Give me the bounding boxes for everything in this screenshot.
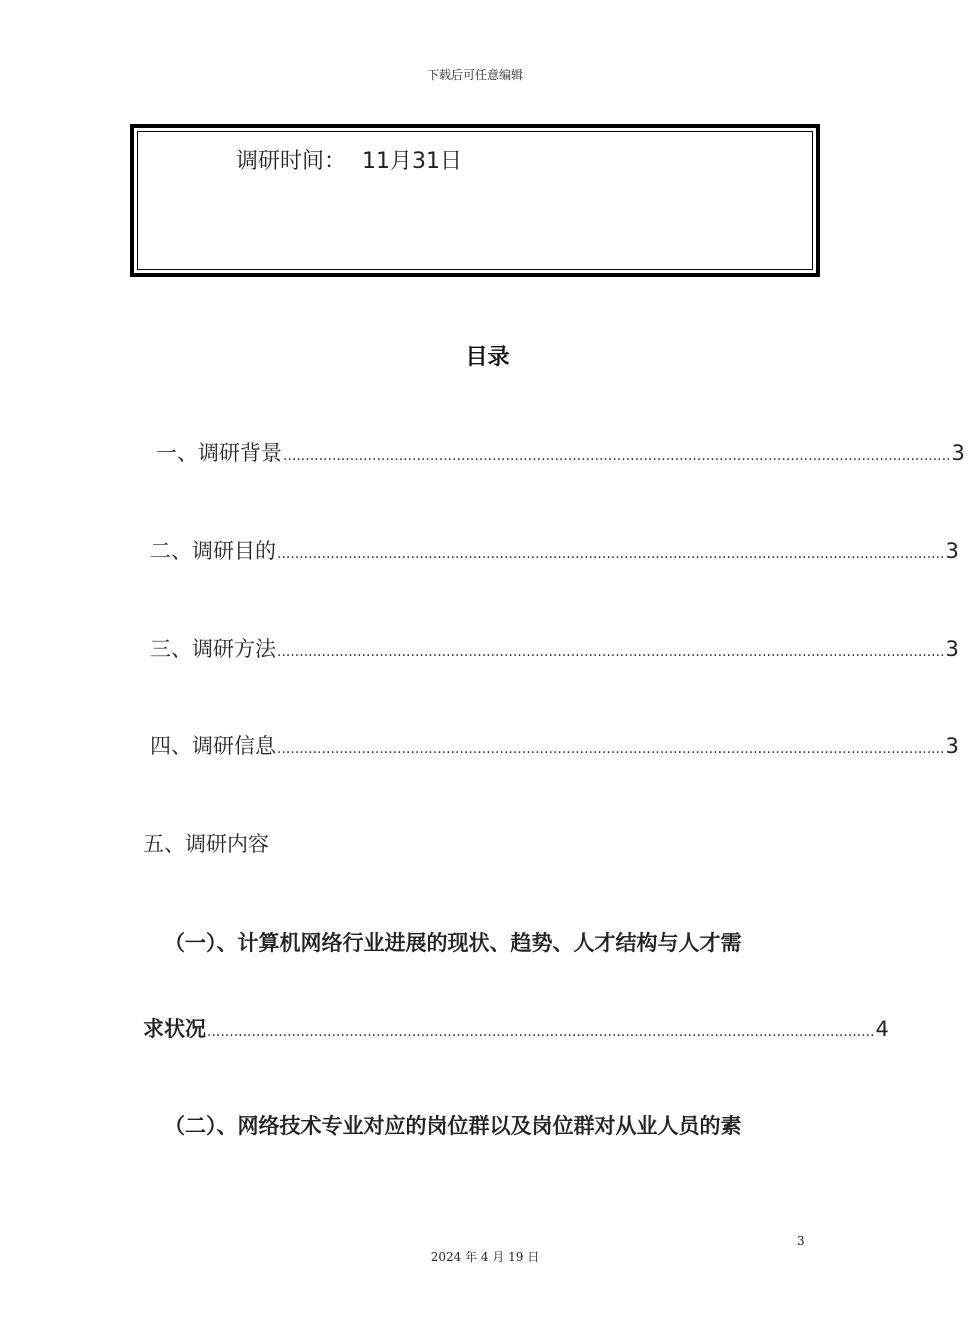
info-box xyxy=(130,124,820,277)
header-note: 下载后可任意编辑 xyxy=(426,68,523,82)
toc-item-page: 3 xyxy=(945,539,959,563)
toc-leader-dots: ...................................................................................................................................................... xyxy=(207,1024,875,1040)
toc-item-industry-status-continued[interactable] xyxy=(143,1013,889,1043)
toc-item-background[interactable] xyxy=(156,437,965,467)
toc-item-label: 求状况 xyxy=(143,1017,206,1041)
toc-item-page: 3 xyxy=(951,441,965,465)
toc-item-page: 3 xyxy=(945,734,959,758)
toc-item-label: 一、调研背景 xyxy=(156,441,282,465)
survey-time-label: 调研时间： xyxy=(236,149,347,174)
toc-item-label: 三、调研方法 xyxy=(150,637,276,661)
survey-time-value: 11月31日 xyxy=(362,149,463,174)
toc-item-purpose[interactable] xyxy=(150,535,959,565)
toc-item-content[interactable]: 五、调研内容 xyxy=(143,832,269,856)
footer-date: 2024 年 4 月 19 日 xyxy=(430,1250,540,1264)
toc-item-industry-status[interactable]: （一）、计算机网络行业进展的现状、趋势、人才结构与人才需 xyxy=(164,931,742,955)
toc-item-page: 4 xyxy=(875,1017,889,1041)
toc-leader-dots: ...................................................................................................................................................... xyxy=(277,546,945,562)
toc-leader-dots: ...................................................................................................................................................... xyxy=(277,741,945,757)
survey-time xyxy=(236,144,462,175)
toc-item-label: 四、调研信息 xyxy=(150,734,276,758)
toc-item-page: 3 xyxy=(945,637,959,661)
footer-page-number: 3 xyxy=(797,1234,805,1248)
toc-item-job-groups[interactable]: （二）、网络技术专业对应的岗位群以及岗位群对从业人员的素 xyxy=(164,1114,742,1138)
toc-leader-dots: ...................................................................................................................................................... xyxy=(283,448,951,464)
toc-item-method[interactable] xyxy=(150,633,959,663)
toc-item-info[interactable] xyxy=(150,730,959,760)
toc-leader-dots: ...................................................................................................................................................... xyxy=(277,644,945,660)
toc-item-label: 二、调研目的 xyxy=(150,539,276,563)
toc-title: 目录 xyxy=(465,345,510,370)
